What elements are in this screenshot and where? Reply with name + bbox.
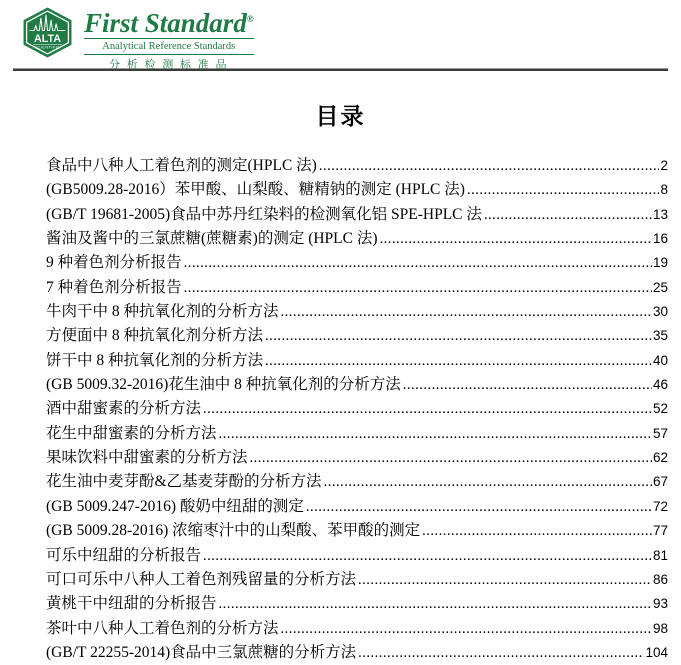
toc-entry-title: 7 种着色剂分析报告: [46, 278, 182, 296]
toc-entry-title: 花生油中麦芽酚&乙基麦芽酚的分析方法: [46, 473, 322, 491]
toc-entry-title: 酒中甜蜜素的分析方法: [46, 400, 202, 418]
toc-entry-page: 25: [652, 279, 668, 295]
toc-entry: [46, 422, 668, 446]
dot-leader: [467, 178, 660, 202]
brand-subtitle-chinese: 分 析 检 测 标 准 品: [109, 59, 229, 71]
toc-entry-page: 104: [645, 644, 668, 660]
toc-entry-page: 81: [652, 547, 668, 563]
dot-leader: [203, 544, 652, 568]
toc-entry-page: 35: [652, 328, 668, 344]
toc-entry-title: 黄桃干中纽甜的分析报告: [46, 595, 217, 613]
toc-entry-page: 57: [652, 425, 668, 441]
toc-entry: [46, 568, 668, 592]
toc-entry-title: 食品中八种人工着色剂的测定(HPLC 法): [46, 157, 317, 174]
toc-entry-title: 茶叶中八种人工着色剂的分析方法: [46, 619, 279, 637]
toc-entry: [46, 276, 668, 300]
toc-entry-page: 86: [652, 571, 668, 587]
dot-leader: [358, 568, 652, 592]
dot-leader: [265, 324, 652, 348]
brand-subtitle-english: Analytical Reference Standards: [84, 38, 254, 55]
dot-leader: [184, 276, 652, 300]
toc-entry-page: 62: [652, 450, 668, 466]
toc-entry-title: 可乐中纽甜的分析报告: [46, 546, 202, 564]
toc-entry-title: (GB 5009.32-2016)花生油中 8 种抗氧化剂的分析方法: [46, 376, 401, 394]
toc-entry-title: (GB/T 22255-2014)食品中三氯蔗糖的分析方法: [46, 643, 357, 661]
dot-leader: [250, 446, 652, 470]
toc-list: [0, 154, 681, 665]
toc-entry-page: 93: [652, 596, 668, 612]
toc-entry: [46, 227, 668, 251]
toc-entry-page: 16: [652, 231, 668, 247]
toc-entry-page: 98: [652, 620, 668, 636]
registered-mark-icon: ®: [246, 14, 254, 24]
toc-entry-page: 46: [652, 377, 668, 393]
toc-entry-title: (GB 5009.247-2016) 酸奶中纽甜的测定: [46, 497, 304, 515]
toc-entry: [46, 251, 668, 275]
toc-entry-page: 72: [652, 498, 668, 514]
toc-entry: [46, 324, 668, 348]
toc-entry: [46, 641, 668, 665]
alta-hexagon-logo: [20, 7, 75, 58]
toc-entry-title: 9 种着色剂分析报告: [46, 254, 182, 272]
toc-entry: [46, 373, 668, 397]
dot-leader: [422, 519, 652, 543]
toc-entry: [46, 495, 668, 519]
dot-leader: [219, 422, 652, 446]
toc-entry-title: 花生中甜蜜素的分析方法: [46, 424, 217, 442]
toc-entry-title: 可口可乐中八种人工着色剂残留量的分析方法: [46, 570, 357, 588]
page-title: 目录: [315, 104, 366, 129]
toc-entry: [46, 617, 668, 641]
dot-leader: [324, 470, 652, 494]
dot-leader: [380, 227, 652, 251]
brand-header: [0, 0, 681, 71]
toc-entry-page: 77: [652, 523, 668, 539]
toc-entry: [46, 519, 668, 543]
toc-entry-title: (GB 5009.28-2016) 浓缩枣汁中的山梨酸、苯甲酸的测定: [46, 522, 421, 540]
toc-entry-title: 酱油及酱中的三氯蔗糖(蔗糖素)的测定 (HPLC 法): [46, 230, 378, 248]
toc-entry-title: 方便面中 8 种抗氧化剂分析方法: [46, 327, 264, 345]
toc-entry-page: 30: [652, 304, 668, 320]
dot-leader: [358, 641, 644, 665]
dot-leader: [281, 300, 652, 324]
toc-entry: [46, 544, 668, 568]
dot-leader: [265, 349, 652, 373]
toc-entry: [46, 446, 668, 470]
toc-entry: [46, 349, 668, 373]
badge-text-secondary: SCIENTIFIC: [34, 45, 61, 50]
toc-entry: [46, 397, 668, 421]
brand-block: [84, 10, 254, 72]
toc-entry-page: 40: [652, 352, 668, 368]
toc-entry: [46, 470, 668, 494]
toc-entry-title: 饼干中 8 种抗氧化剂的分析方法: [46, 351, 264, 369]
badge-text-primary: ALTA: [34, 33, 61, 46]
toc-entry-title: 果味饮料中甜蜜素的分析方法: [46, 449, 248, 467]
toc-entry: [46, 203, 668, 227]
dot-leader: [184, 251, 652, 275]
toc-entry-page: 52: [652, 401, 668, 417]
brand-wordmark: First Standard®: [84, 8, 254, 38]
toc-entry-title: 牛肉干中 8 种抗氧化剂的分析方法: [46, 303, 279, 321]
toc-entry-title: (GB/T 19681-2005)食品中苏丹红染料的检测氧化铝 SPE-HPLC 法: [46, 205, 482, 223]
toc-entry-page: 13: [652, 206, 668, 222]
dot-leader: [403, 373, 652, 397]
toc-entry-page: 2: [660, 158, 668, 173]
dot-leader: [281, 617, 652, 641]
toc-entry: [46, 178, 668, 202]
toc-entry-title: (GB5009.28-2016）苯甲酸、山梨酸、糖精钠的测定 (HPLC 法): [46, 181, 465, 199]
dot-leader: [306, 495, 652, 519]
toc-entry: [46, 300, 668, 324]
toc-entry-page: 8: [660, 182, 668, 198]
dot-leader: [319, 154, 660, 178]
dot-leader: [219, 592, 652, 616]
toc-entry-page: 67: [652, 474, 668, 490]
toc-entry: [46, 154, 668, 178]
toc-entry: [46, 592, 668, 616]
toc-entry-page: 19: [652, 255, 668, 271]
dot-leader: [203, 397, 652, 421]
dot-leader: [484, 203, 652, 227]
